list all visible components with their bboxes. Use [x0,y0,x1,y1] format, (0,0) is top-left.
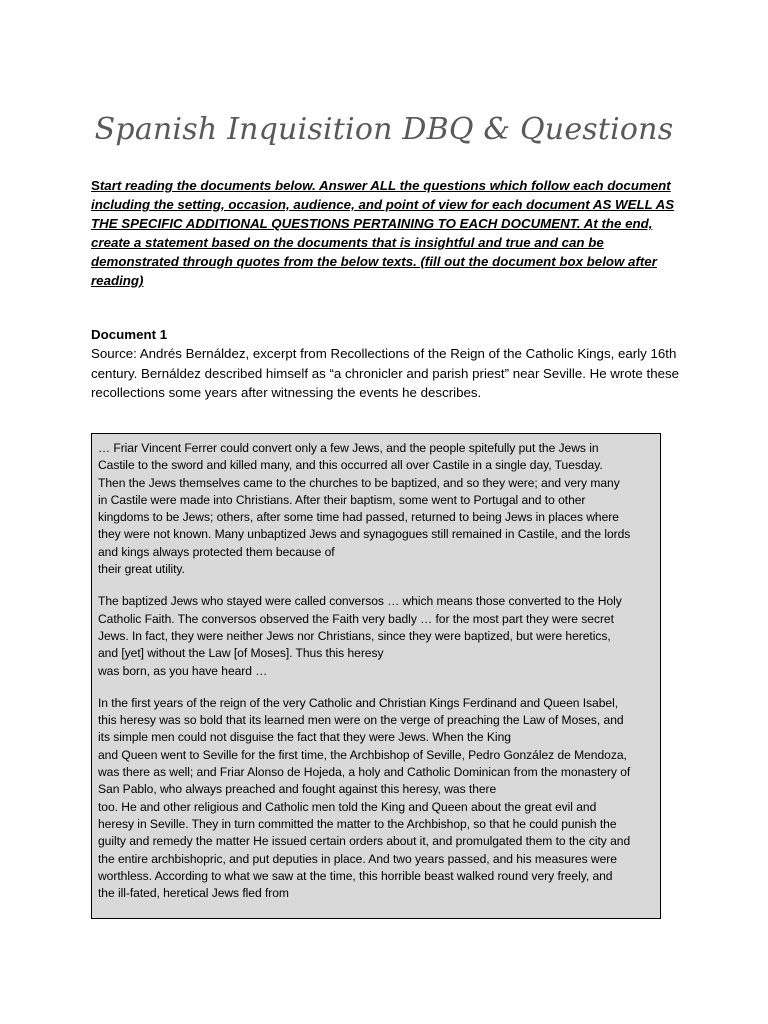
page-title: Spanish Inquisition DBQ & Questions [94,112,674,147]
excerpt-line: they were not known. Many unbaptized Jews and synagogues still remained in Castile, and the lords [98,527,631,542]
excerpt-paragraph-3 [98,695,654,903]
excerpt-line: In the first years of the reign of the very Catholic and Christian Kings Ferdinand and Queen Isabel, [98,695,619,710]
document-1-excerpt-box [91,433,661,919]
excerpt-line: The baptized Jews who stayed were called conversos … which means those converted to the Holy [98,594,622,609]
instructions-paragraph [91,176,681,290]
excerpt-line: heresy in Seville. They in turn committed the matter to the Archbishop, so that he could punish the [98,816,617,831]
excerpt-line: … Friar Vincent Ferrer could convert only a few Jews, and the people spitefully put the Jews in [98,441,599,455]
document-1-source: Source: Andrés Bernáldez, excerpt from Recollections of the Reign of the Catholic Kings, early 16th century. Bernáldez described himself as “a chronicler and parish priest” near Seville. He wrote these recollections some years after witnessing the events he describes. [91,346,680,400]
instructions-first-letter: S [91,178,100,193]
excerpt-line: the entire archbishopric, and put deputies in place. And two years passed, and his measures were [98,851,617,866]
excerpt-line: too. He and other religious and Catholic men told the King and Queen about the great evil and [98,799,597,814]
excerpt-line: and Queen went to Seville for the first time, the Archbishop of Seville, Pedro González de Mendoza, [98,747,627,762]
excerpt-line: was born, as you have heard … [98,663,268,678]
excerpt-line: worthless. According to what we saw at the time, this horrible beast walked round very freely, and [98,868,613,883]
excerpt-line: Castile to the sword and killed many, and this occurred all over Castile in a single day, Tuesday. [98,458,603,473]
document-1-heading: Document 1 [91,327,168,342]
excerpt-line: Catholic Faith. The conversos observed the Faith very badly … for the most part they were secret [98,611,614,626]
excerpt-line: and [yet] without the Law [of Moses]. Thus this heresy [98,646,384,661]
excerpt-paragraph-2 [98,593,654,679]
excerpt-line: guilty and remedy the matter He issued certain orders about it, and promulgated them to the city and [98,834,631,849]
excerpt-line: in Castile were made into Christians. After their baptism, some went to Portugal and to other [98,492,586,507]
excerpt-line: kingdoms to be Jews; others, after some time had passed, returned to being Jews in places where [98,510,619,525]
excerpt-line: Jews. In fact, they were neither Jews nor Christians, since they were baptized, but were heretics, [98,628,611,643]
excerpt-line: was there as well; and Friar Alonso de Hojeda, a holy and Catholic Dominican from the monastery of [98,765,631,780]
excerpt-line: Then the Jews themselves came to the churches to be baptized, and so they were; and very many [98,475,620,490]
excerpt-line: and kings always protected them because of [98,544,335,559]
instructions-text: tart reading the documents below. Answer ALL the questions which follow each document including the setting, occasion, audience, and point of view for each document AS WELL AS THE SPECIFIC ADDITIONAL QUESTIONS PERTAINING TO EACH DOCUMENT. At the end, create a statement based on the documents that is insightful and true and can be demonstrated through quotes from the below texts. (fill out the document box below after reading) [91,178,675,288]
excerpt-line: their great utility. [98,562,185,577]
excerpt-paragraph-1 [98,440,654,578]
excerpt-line: San Pablo, who always preached and fought against this heresy, was there [98,782,497,797]
excerpt-line: the ill-fated, heretical Jews fled from [98,886,289,901]
excerpt-line: its simple men could not disguise the fact that they were Jews. When the King [98,730,511,745]
excerpt-line: this heresy was so bold that its learned men were on the verge of preaching the Law of Moses, and [98,713,624,728]
